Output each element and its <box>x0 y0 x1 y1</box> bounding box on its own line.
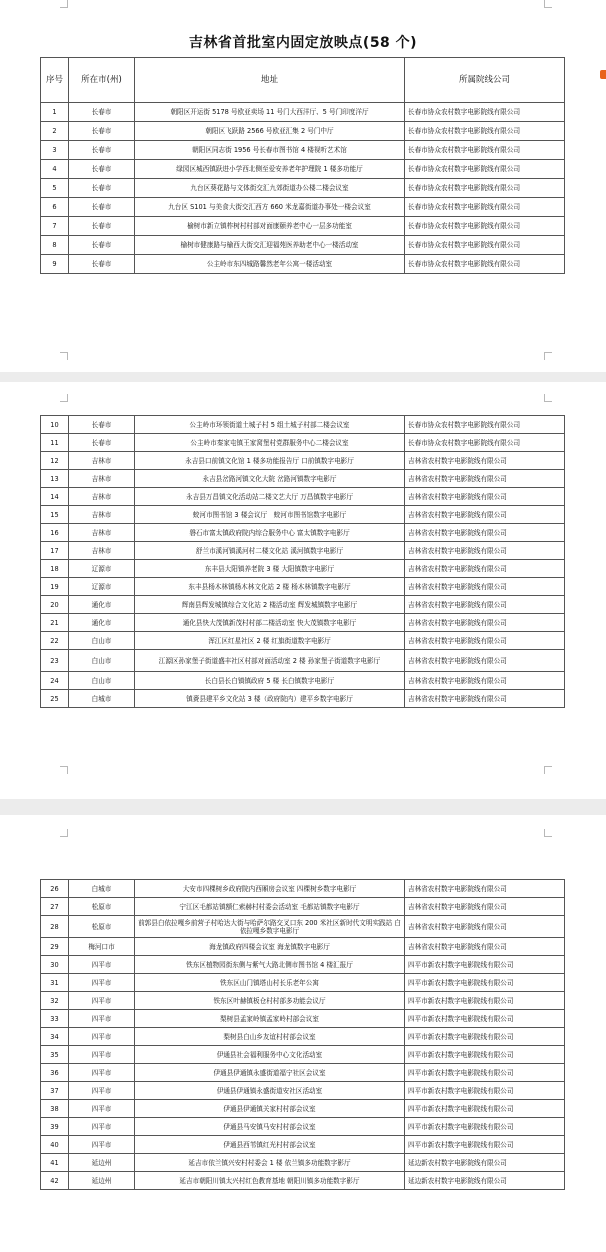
cell-index: 29 <box>41 938 69 956</box>
cell-index: 32 <box>41 992 69 1010</box>
table-row <box>41 1136 565 1154</box>
table-row <box>41 956 565 974</box>
cell-index: 12 <box>41 452 69 470</box>
table-row <box>41 416 565 434</box>
cell-index: 11 <box>41 434 69 452</box>
cell-company: 四平市新农村数字电影院线有限公司 <box>405 956 565 974</box>
cell-city: 四平市 <box>69 1118 135 1136</box>
cell-city: 通化市 <box>69 614 135 632</box>
cell-index: 5 <box>41 179 69 198</box>
cell-company: 长春市协众农村数字电影院线有限公司 <box>405 434 565 452</box>
cell-city: 吉林市 <box>69 542 135 560</box>
cell-index: 2 <box>41 122 69 141</box>
cell-index: 18 <box>41 560 69 578</box>
table-row <box>41 632 565 650</box>
cell-index: 6 <box>41 198 69 217</box>
cell-address: 铁东区叶赫镇板仓村村部多功能会议厅 <box>135 992 405 1010</box>
cell-index: 7 <box>41 217 69 236</box>
cell-company: 四平市新农村数字电影院线有限公司 <box>405 1046 565 1064</box>
table-row <box>41 198 565 217</box>
cell-city: 松原市 <box>69 898 135 916</box>
cell-index: 22 <box>41 632 69 650</box>
cell-index: 4 <box>41 160 69 179</box>
cell-company: 吉林省农村数字电影院线有限公司 <box>405 488 565 506</box>
cell-company: 四平市新农村数字电影院线有限公司 <box>405 992 565 1010</box>
table-body <box>41 103 565 274</box>
cell-address: 伊通县伊通镇永盛街道福宁社区会议室 <box>135 1064 405 1082</box>
cell-city: 辽源市 <box>69 560 135 578</box>
cell-index: 8 <box>41 236 69 255</box>
cell-address: 辉南县辉发城镇综合文化站 2 楼活动室 辉发城镇数字电影厅 <box>135 596 405 614</box>
crop-mark <box>60 829 68 837</box>
cell-city: 吉林市 <box>69 506 135 524</box>
cell-address: 前郭县白依拉嘎乡前营子村哈达大街与哈萨尔路交叉口东 200 米社区新时代文明实践站 白依拉嘎乡数字电影厅 <box>135 916 405 938</box>
cell-address: 磐石市富太镇政府院内综合服务中心 富太镇数字电影厅 <box>135 524 405 542</box>
cell-address: 长白县长白镇镇政府 5 楼 长白镇数字电影厅 <box>135 672 405 690</box>
cell-city: 四平市 <box>69 1010 135 1028</box>
cell-company: 吉林省农村数字电影院线有限公司 <box>405 614 565 632</box>
cell-index: 13 <box>41 470 69 488</box>
cell-city: 延边州 <box>69 1172 135 1190</box>
cell-address: 延吉市依兰镇兴安村村委会 1 楼 依兰镇多功能数字影厅 <box>135 1154 405 1172</box>
crop-mark <box>60 0 68 8</box>
cell-city: 松原市 <box>69 916 135 938</box>
cell-company: 长春市协众农村数字电影院线有限公司 <box>405 103 565 122</box>
cell-address: 蛟河市图书馆 3 楼会议厅 蛟河市图书馆数字电影厅 <box>135 506 405 524</box>
cell-company: 四平市新农村数字电影院线有限公司 <box>405 1028 565 1046</box>
table-row <box>41 1064 565 1082</box>
cell-address: 九台区葵花路与文体街交汇九郊街道办公楼二楼会议室 <box>135 179 405 198</box>
table-row <box>41 160 565 179</box>
document-page-2 <box>0 382 606 799</box>
cell-address: 永吉县口前镇文化馆 1 楼多功能报告厅 口前镇数字电影厅 <box>135 452 405 470</box>
cell-index: 42 <box>41 1172 69 1190</box>
cell-city: 长春市 <box>69 217 135 236</box>
table-row <box>41 141 565 160</box>
cell-address: 伊通县伊通镇永盛街道安社区活动室 <box>135 1082 405 1100</box>
cell-city: 四平市 <box>69 1136 135 1154</box>
table-row <box>41 524 565 542</box>
table-row <box>41 578 565 596</box>
cell-address: 朝阳区同志街 1956 号长春市图书馆 4 楼视听艺术馆 <box>135 141 405 160</box>
cell-index: 16 <box>41 524 69 542</box>
table-row <box>41 916 565 938</box>
table-row <box>41 1154 565 1172</box>
cell-city: 四平市 <box>69 992 135 1010</box>
cell-company: 长春市协众农村数字电影院线有限公司 <box>405 122 565 141</box>
cell-city: 四平市 <box>69 1064 135 1082</box>
cell-index: 28 <box>41 916 69 938</box>
cell-index: 35 <box>41 1046 69 1064</box>
cell-company: 四平市新农村数字电影院线有限公司 <box>405 1010 565 1028</box>
table-row <box>41 672 565 690</box>
cell-address: 舒兰市溪河镇溪河村二楼文化站 溪河镇数字电影厅 <box>135 542 405 560</box>
table-row <box>41 452 565 470</box>
cell-company: 吉林省农村数字电影院线有限公司 <box>405 452 565 470</box>
cell-address: 朝阳区飞跃路 2566 号欧亚汇集 2 号门中厅 <box>135 122 405 141</box>
table-row <box>41 1046 565 1064</box>
cell-city: 辽源市 <box>69 578 135 596</box>
cell-company: 吉林省农村数字电影院线有限公司 <box>405 542 565 560</box>
cell-address: 绿园区城西镇跃进小学西北侧至爱安养老年护理院 1 楼多功能厅 <box>135 160 405 179</box>
cell-index: 39 <box>41 1118 69 1136</box>
cell-index: 19 <box>41 578 69 596</box>
cell-city: 吉林市 <box>69 488 135 506</box>
cell-index: 33 <box>41 1010 69 1028</box>
cell-company: 吉林省农村数字电影院线有限公司 <box>405 938 565 956</box>
cell-company: 长春市协众农村数字电影院线有限公司 <box>405 236 565 255</box>
document-page-3 <box>0 815 606 1252</box>
cell-address: 梨树县白山乡友谊村村部会议室 <box>135 1028 405 1046</box>
cell-company: 四平市新农村数字电影院线有限公司 <box>405 1082 565 1100</box>
table-row <box>41 179 565 198</box>
cell-address: 伊通县马安镇马安村村部会议室 <box>135 1118 405 1136</box>
cell-address: 伊通县社会福利服务中心文化活动室 <box>135 1046 405 1064</box>
cell-address: 铁东区山门镇塔山村长乐老年公寓 <box>135 974 405 992</box>
table-row <box>41 1082 565 1100</box>
cell-city: 长春市 <box>69 198 135 217</box>
table-row <box>41 506 565 524</box>
cell-index: 3 <box>41 141 69 160</box>
cell-city: 白城市 <box>69 690 135 708</box>
table-row <box>41 255 565 274</box>
cell-company: 吉林省农村数字电影院线有限公司 <box>405 880 565 898</box>
crop-mark <box>544 352 552 360</box>
table-row <box>41 1172 565 1190</box>
cell-index: 27 <box>41 898 69 916</box>
table-row <box>41 236 565 255</box>
cell-city: 四平市 <box>69 1100 135 1118</box>
cell-city: 四平市 <box>69 956 135 974</box>
document-page-1 <box>0 0 606 372</box>
screening-table-part-1 <box>40 57 565 274</box>
cell-company: 吉林省农村数字电影院线有限公司 <box>405 916 565 938</box>
cell-index: 9 <box>41 255 69 274</box>
document-title: 吉林省首批室内固定放映点(58 个) <box>188 35 418 51</box>
cell-address: 梨树县孟家岭镇孟家岭村部会议室 <box>135 1010 405 1028</box>
table-row <box>41 217 565 236</box>
cell-company: 长春市协众农村数字电影院线有限公司 <box>405 416 565 434</box>
cell-index: 15 <box>41 506 69 524</box>
cell-address: 通化县快大茂镇新茂村村部二楼活动室 快大茂镇数字电影厅 <box>135 614 405 632</box>
cell-address: 铁东区植物园街东侧与紫气大路北侧市图书馆 4 楼汇报厅 <box>135 956 405 974</box>
table-row <box>41 103 565 122</box>
cell-index: 40 <box>41 1136 69 1154</box>
crop-mark <box>544 829 552 837</box>
cell-address: 江源区孙家堡子街道盛丰社区村部对面活动室 2 楼 孙家堡子街道数字电影厅 <box>135 650 405 672</box>
cell-address: 宁江区毛都站镇额仁索赫村村委会活动室 毛都站镇数字电影厅 <box>135 898 405 916</box>
table-body <box>41 416 565 708</box>
table-row <box>41 488 565 506</box>
crop-mark <box>60 394 68 402</box>
cell-index: 41 <box>41 1154 69 1172</box>
header-index: 序号 <box>41 58 69 103</box>
crop-mark <box>60 766 68 774</box>
cell-address: 九台区 S101 与美食大街交汇西方 660 米龙嘉街道办事处一楼会议室 <box>135 198 405 217</box>
cell-city: 吉林市 <box>69 524 135 542</box>
cell-city: 长春市 <box>69 416 135 434</box>
cell-index: 38 <box>41 1100 69 1118</box>
cell-address: 镇赉县建平乡文化站 3 楼（政府院内）建平乡数字电影厅 <box>135 690 405 708</box>
cell-city: 长春市 <box>69 179 135 198</box>
table-row <box>41 614 565 632</box>
cell-city: 白山市 <box>69 672 135 690</box>
cell-index: 36 <box>41 1064 69 1082</box>
cell-city: 白山市 <box>69 632 135 650</box>
cell-address: 朝阳区开运街 5178 号欧亚卖场 11 号门大西洋厅、5 号门印度洋厅 <box>135 103 405 122</box>
cell-index: 14 <box>41 488 69 506</box>
table-row <box>41 122 565 141</box>
cell-company: 长春市协众农村数字电影院线有限公司 <box>405 141 565 160</box>
cell-city: 四平市 <box>69 974 135 992</box>
cell-city: 长春市 <box>69 434 135 452</box>
cell-city: 四平市 <box>69 1028 135 1046</box>
cell-city: 长春市 <box>69 255 135 274</box>
cell-index: 23 <box>41 650 69 672</box>
cell-company: 长春市协众农村数字电影院线有限公司 <box>405 198 565 217</box>
cell-company: 长春市协众农村数字电影院线有限公司 <box>405 255 565 274</box>
table-row <box>41 596 565 614</box>
crop-mark <box>60 352 68 360</box>
cell-address: 榆树市新立镇柞树村村部对面康颐养老中心一层多功能室 <box>135 217 405 236</box>
cell-company: 延边新农村数字电影院线有限公司 <box>405 1154 565 1172</box>
cell-index: 20 <box>41 596 69 614</box>
cell-index: 25 <box>41 690 69 708</box>
cell-city: 白城市 <box>69 880 135 898</box>
cell-company: 长春市协众农村数字电影院线有限公司 <box>405 217 565 236</box>
cell-company: 吉林省农村数字电影院线有限公司 <box>405 596 565 614</box>
cell-city: 长春市 <box>69 103 135 122</box>
cell-city: 白山市 <box>69 650 135 672</box>
cell-company: 吉林省农村数字电影院线有限公司 <box>405 690 565 708</box>
table-row <box>41 992 565 1010</box>
table-row <box>41 898 565 916</box>
table-row <box>41 1028 565 1046</box>
header-city: 所在市(州) <box>69 58 135 103</box>
crop-mark <box>544 0 552 8</box>
cell-address: 海龙镇政府四楼会议室 海龙镇数字电影厅 <box>135 938 405 956</box>
cell-city: 长春市 <box>69 122 135 141</box>
cell-company: 长春市协众农村数字电影院线有限公司 <box>405 160 565 179</box>
cell-index: 30 <box>41 956 69 974</box>
cell-company: 吉林省农村数字电影院线有限公司 <box>405 470 565 488</box>
table-row <box>41 650 565 672</box>
table-row <box>41 434 565 452</box>
cell-index: 31 <box>41 974 69 992</box>
table-row <box>41 974 565 992</box>
cell-city: 吉林市 <box>69 452 135 470</box>
cell-index: 34 <box>41 1028 69 1046</box>
cell-company: 吉林省农村数字电影院线有限公司 <box>405 506 565 524</box>
screening-table-part-3 <box>40 879 565 1190</box>
cell-address: 东丰县大阳镇养老院 3 楼 大阳镇数字电影厅 <box>135 560 405 578</box>
cell-index: 24 <box>41 672 69 690</box>
cell-address: 大安市四棵树乡政府院内西厢房会议室 四棵树乡数字电影厅 <box>135 880 405 898</box>
cell-index: 17 <box>41 542 69 560</box>
cell-company: 四平市新农村数字电影院线有限公司 <box>405 974 565 992</box>
cell-company: 吉林省农村数字电影院线有限公司 <box>405 898 565 916</box>
cell-address: 浑江区红星社区 2 楼 红旗街道数字电影厅 <box>135 632 405 650</box>
cell-company: 延边新农村数字电影院线有限公司 <box>405 1172 565 1190</box>
cell-company: 吉林省农村数字电影院线有限公司 <box>405 524 565 542</box>
cell-company: 吉林省农村数字电影院线有限公司 <box>405 578 565 596</box>
cell-index: 37 <box>41 1082 69 1100</box>
cell-company: 吉林省农村数字电影院线有限公司 <box>405 632 565 650</box>
cell-index: 1 <box>41 103 69 122</box>
cell-company: 长春市协众农村数字电影院线有限公司 <box>405 179 565 198</box>
cell-city: 长春市 <box>69 141 135 160</box>
cell-city: 长春市 <box>69 160 135 179</box>
cell-address: 伊通县西苇镇红光村村部会议室 <box>135 1136 405 1154</box>
cell-city: 长春市 <box>69 236 135 255</box>
crop-mark <box>544 766 552 774</box>
table-row <box>41 690 565 708</box>
header-company: 所属院线公司 <box>405 58 565 103</box>
cell-address: 公主岭市秦家屯镇王家窝堡村党群服务中心二楼会议室 <box>135 434 405 452</box>
cell-address: 东丰县杨木林镇杨木林文化站 2 楼 杨木林镇数字电影厅 <box>135 578 405 596</box>
header-address: 地址 <box>135 58 405 103</box>
table-row <box>41 1010 565 1028</box>
cell-city: 延边州 <box>69 1154 135 1172</box>
cell-address: 公主岭市东四城路馨然老年公寓一楼活动室 <box>135 255 405 274</box>
cell-city: 四平市 <box>69 1046 135 1064</box>
cell-company: 四平市新农村数字电影院线有限公司 <box>405 1136 565 1154</box>
cell-company: 吉林省农村数字电影院线有限公司 <box>405 672 565 690</box>
cell-address: 榆树市健康路与榆西大街交汇迎福苑医养助老中心一楼活动室 <box>135 236 405 255</box>
cell-city: 梅河口市 <box>69 938 135 956</box>
cell-index: 10 <box>41 416 69 434</box>
side-tab-marker <box>600 70 606 79</box>
cell-company: 四平市新农村数字电影院线有限公司 <box>405 1064 565 1082</box>
table-body <box>41 880 565 1190</box>
cell-index: 21 <box>41 614 69 632</box>
table-row <box>41 1118 565 1136</box>
cell-company: 吉林省农村数字电影院线有限公司 <box>405 560 565 578</box>
cell-address: 公主岭市环领街道土城子村 5 组土城子村部二楼会议室 <box>135 416 405 434</box>
table-row <box>41 470 565 488</box>
table-row <box>41 542 565 560</box>
cell-index: 26 <box>41 880 69 898</box>
cell-address: 永吉县岔路河镇文化大院 岔路河镇数字电影厅 <box>135 470 405 488</box>
cell-company: 四平市新农村数字电影院线有限公司 <box>405 1118 565 1136</box>
cell-company: 四平市新农村数字电影院线有限公司 <box>405 1100 565 1118</box>
table-row <box>41 560 565 578</box>
cell-address: 伊通县伊通镇关家村村部会议室 <box>135 1100 405 1118</box>
crop-mark <box>544 394 552 402</box>
cell-city: 吉林市 <box>69 470 135 488</box>
table-row <box>41 880 565 898</box>
cell-city: 四平市 <box>69 1082 135 1100</box>
cell-city: 通化市 <box>69 596 135 614</box>
cell-company: 吉林省农村数字电影院线有限公司 <box>405 650 565 672</box>
cell-address: 永吉县万昌镇文化活动站二楼文艺大厅 万昌镇数字电影厅 <box>135 488 405 506</box>
cell-address: 延吉市朝阳川镇太兴村红色教育基地 朝阳川镇多功能数字影厅 <box>135 1172 405 1190</box>
screening-table-part-2 <box>40 415 565 708</box>
table-row <box>41 938 565 956</box>
table-row <box>41 1100 565 1118</box>
